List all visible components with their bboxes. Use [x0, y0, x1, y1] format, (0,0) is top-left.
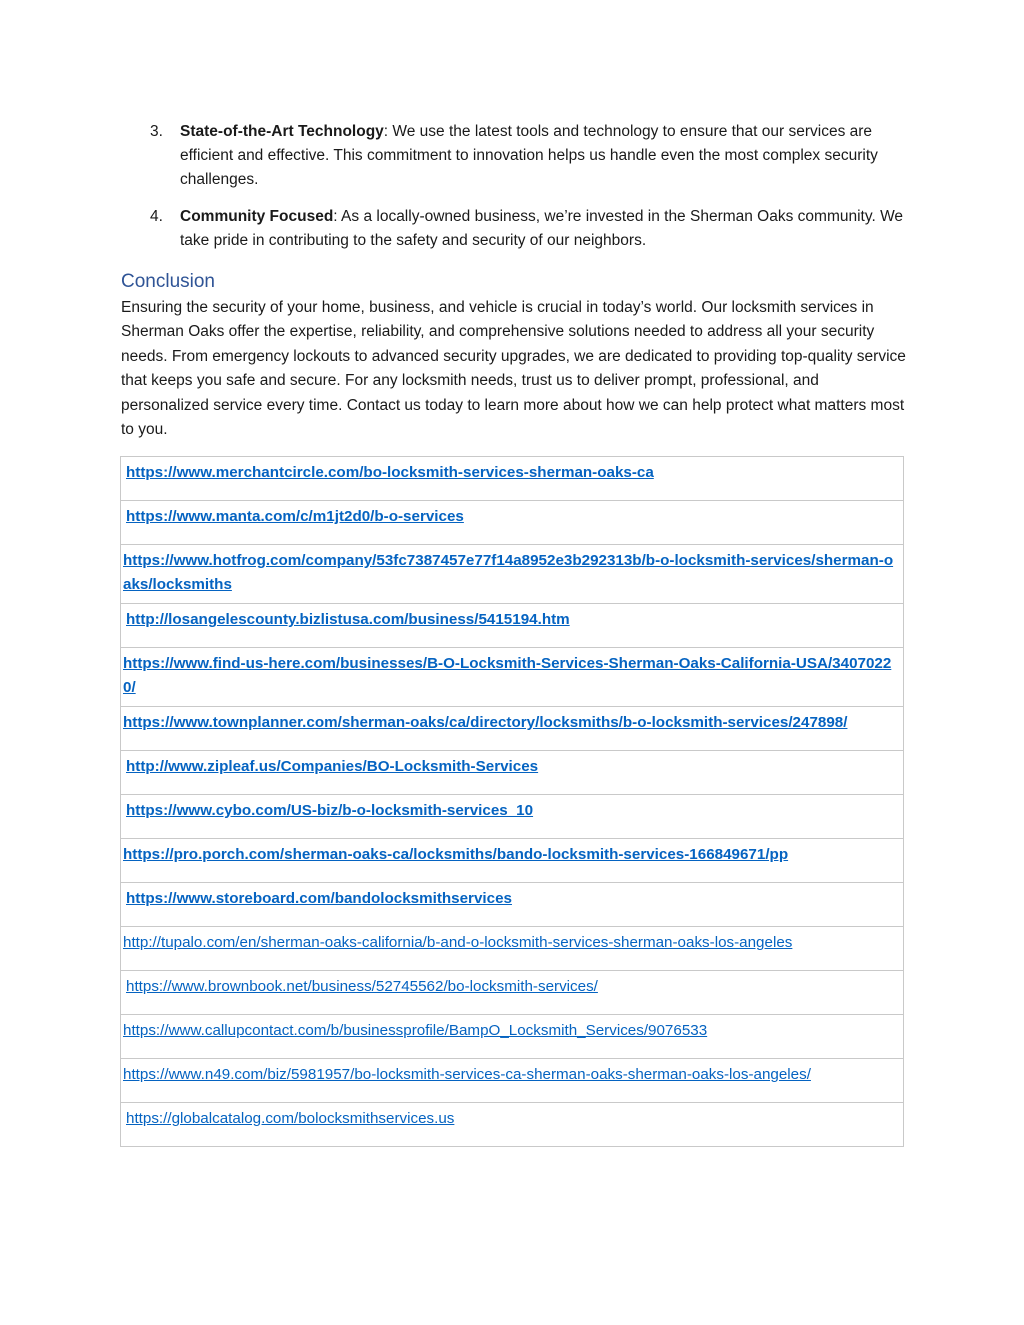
link-manta[interactable]: https://www.manta.com/c/m1jt2d0/b-o-services	[126, 508, 464, 525]
link-globalcatalog[interactable]: https://globalcatalog.com/bolocksmithservices.us	[126, 1110, 455, 1127]
table-cell	[121, 604, 904, 648]
conclusion-paragraph: Ensuring the security of your home, business, and vehicle is crucial in today’s world. Our locksmith services in Sherman Oaks offer the expertise, reliability, and comprehensive solutions needed to address all your security needs. From emergency lockouts to advanced security upgrades, we are dedicated to providing top-quality service that keeps you safe and secure. For any locksmith needs, trust us to deliver prompt, professional, and personalized service every time. Contact us today to learn more about how we can help protect what matters most to you.	[121, 299, 906, 439]
table-cell	[121, 971, 904, 1015]
link-hotfrog[interactable]: https://www.hotfrog.com/company/53fc7387457e77f14a8952e3b292313b/b-o-locksmith-services/sherman-oaks/locksmiths	[123, 552, 894, 593]
table-row	[121, 545, 904, 604]
link-storeboard[interactable]: https://www.storeboard.com/bandolocksmithservices	[126, 890, 512, 907]
table-cell	[121, 457, 904, 501]
table-cell	[121, 707, 904, 751]
table-cell	[121, 1059, 904, 1103]
table-row	[121, 927, 904, 971]
table-cell	[121, 1015, 904, 1059]
table-row	[121, 457, 904, 501]
list-item-number: 4.	[150, 208, 163, 225]
table-row	[121, 1059, 904, 1103]
table-row	[121, 1015, 904, 1059]
table-row	[121, 1103, 904, 1147]
table-cell	[121, 648, 904, 707]
link-cybo[interactable]: https://www.cybo.com/US-biz/b-o-locksmith-services_10	[126, 802, 534, 819]
links-table	[120, 456, 904, 1147]
link-n49[interactable]: https://www.n49.com/biz/5981957/bo-locksmith-services-ca-sherman-oaks-sherman-oaks-los-angeles/	[123, 1066, 811, 1083]
table-row	[121, 839, 904, 883]
table-row	[121, 501, 904, 545]
table-cell	[121, 839, 904, 883]
table-row	[121, 648, 904, 707]
link-callupcontact[interactable]: https://www.callupcontact.com/b/businessprofile/BampO_Locksmith_Services/9076533	[123, 1022, 708, 1039]
table-row	[121, 883, 904, 927]
table-row	[121, 707, 904, 751]
table-cell	[121, 883, 904, 927]
link-townplanner[interactable]: https://www.townplanner.com/sherman-oaks/ca/directory/locksmiths/b-o-locksmith-services/247898/	[123, 714, 848, 731]
link-porch[interactable]: https://pro.porch.com/sherman-oaks-ca/locksmiths/bando-locksmith-services-166849671/pp	[123, 846, 789, 863]
list-item-term: Community Focused	[180, 208, 334, 225]
list-item	[150, 120, 920, 192]
link-merchantcircle[interactable]: https://www.merchantcircle.com/bo-locksmith-services-sherman-oaks-ca	[126, 464, 654, 481]
list-item-text: : As a locally-owned business, we’re invested in the Sherman Oaks community. We take pride in contributing to the safety and security of our neighbors.	[180, 208, 904, 249]
table-cell	[121, 545, 904, 604]
table-row	[121, 604, 904, 648]
table-cell	[121, 795, 904, 839]
table-cell	[121, 501, 904, 545]
table-cell	[121, 927, 904, 971]
link-zipleaf[interactable]: http://www.zipleaf.us/Companies/BO-Locksmith-Services	[126, 758, 539, 775]
conclusion-heading: Conclusion	[121, 271, 215, 292]
list-item-number: 3.	[150, 123, 163, 140]
table-row	[121, 751, 904, 795]
link-bizlistusa[interactable]: http://losangelescounty.bizlistusa.com/business/5415194.htm	[126, 611, 570, 628]
table-cell	[121, 1103, 904, 1147]
table-row	[121, 971, 904, 1015]
table-cell	[121, 751, 904, 795]
link-tupalo[interactable]: http://tupalo.com/en/sherman-oaks-california/b-and-o-locksmith-services-sherman-oaks-los-angeles	[123, 934, 793, 951]
list-item-text: : We use the latest tools and technology to ensure that our services are efficient and effective. This commitment to innovation helps us handle even the most complex security challenges.	[180, 123, 878, 188]
link-brownbook[interactable]: https://www.brownbook.net/business/52745562/bo-locksmith-services/	[126, 978, 598, 995]
table-row	[121, 795, 904, 839]
list-item-term: State-of-the-Art Technology	[180, 123, 384, 140]
list-item	[150, 205, 920, 253]
numbered-list	[150, 120, 920, 266]
link-find-us-here[interactable]: https://www.find-us-here.com/businesses/B-O-Locksmith-Services-Sherman-Oaks-California-USA/34070220/	[123, 655, 892, 696]
